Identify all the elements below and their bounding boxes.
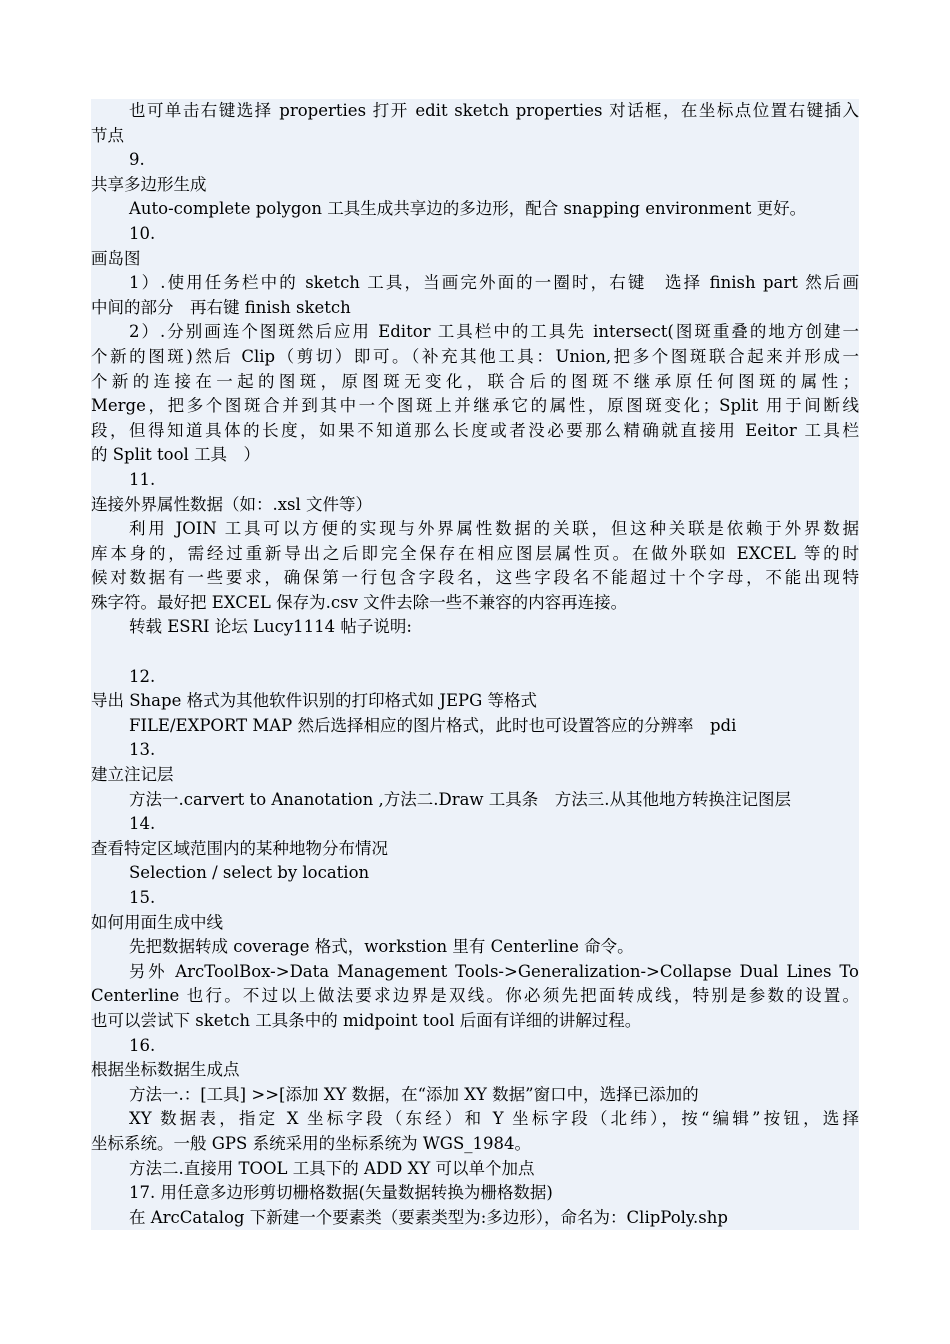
text-line: XY 数据表，指定 X 坐标字段（东经）和 Y 坐标字段（北纬），按“编辑”按钮，选择: [129, 1109, 859, 1129]
text-line: 15.: [129, 888, 156, 907]
text-line: 16.: [129, 1035, 156, 1055]
text-line: 建立注记层: [91, 765, 174, 785]
text-line: 个新的图斑)然后 Clip（剪切）即可。（补充其他工具：Union,把多个图斑联合起来并形成一: [91, 346, 859, 366]
text-line: 11.: [129, 469, 156, 489]
text-line: 查看特定区域范围内的某种地物分布情况: [91, 838, 388, 858]
text-line: 共享多边形生成: [91, 174, 207, 194]
text-line: 2）.分别画连个图斑然后应用 Editor 工具栏中的工具先 intersect(图斑重叠的地方创建一: [129, 322, 859, 342]
text-line: 13.: [129, 740, 156, 760]
text-line: 段，但得知道具体的长度，如果不知道那么长度或者没必要那么精确就直接用 Eeitor 工具栏: [91, 420, 859, 440]
text-line: 画岛图: [91, 248, 141, 268]
text-line: Auto-complete polygon 工具生成共享边的多边形，配合 snapping environment 更好。: [129, 199, 807, 219]
text-line: 先把数据转成 coverage 格式，workstion 里有 Centerline 命令。: [129, 937, 634, 957]
document-page: [91, 99, 859, 1230]
text-line: 库本身的，需经过重新导出之后即完全保存在相应图层属性页。在做外联如 EXCEL 等的时: [91, 543, 859, 563]
text-line: 候对数据有一些要求，确保第一行包含字段名，这些字段名不能超过十个字母，不能出现特: [91, 568, 859, 588]
text-line: 利用 JOIN 工具可以方便的实现与外界属性数据的关联，但这种关联是依赖于外界数据: [129, 519, 859, 539]
text-line: 方法一.：[工具] >>[添加 XY 数据，在“添加 XY 数据”窗口中，选择已添加的: [129, 1084, 699, 1104]
text-line: 如何用面生成中线: [91, 912, 223, 932]
text-line: 节点: [91, 125, 124, 145]
text-line: 方法一.carvert to Ananotation ,方法二.Draw 工具条 方法三.从其他地方转换注记图层: [129, 789, 792, 809]
text-line: 导出 Shape 格式为其他软件识别的打印格式如 JEPG 等格式: [91, 691, 538, 711]
text-line: 1）.使用任务栏中的 sketch 工具，当画完外面的一圈时，右键 选择 finish part 然后画: [129, 273, 859, 293]
text-line: 14.: [129, 814, 156, 834]
text-line: 也可以尝试下 sketch 工具条中的 midpoint tool 后面有详细的讲解过程。: [91, 1010, 642, 1030]
text-line: 方法二.直接用 TOOL 工具下的 ADD XY 可以单个加点: [129, 1158, 535, 1178]
text-line: 根据坐标数据生成点: [91, 1060, 240, 1080]
blank-line: [91, 640, 859, 665]
text-line: 转载 ESRI 论坛 Lucy1114 帖子说明:: [129, 617, 412, 637]
text-line: 在 ArcCatalog 下新建一个要素类（要素类型为:多边形），命名为：ClipPoly.shp: [129, 1207, 728, 1227]
text-line: Centerline 也行。不过以上做法要求边界是双线。你必须先把面转成线，特别是参数的设置。: [91, 986, 859, 1006]
text-line: 个新的连接在一起的图斑，原图斑无变化，联合后的图斑不继承原任何图斑的属性；: [91, 371, 859, 391]
text-line: 另外 ArcToolBox->Data Management Tools->Generalization->Collapse Dual Lines To: [129, 961, 859, 981]
text-line: 殊字符。最好把 EXCEL 保存为.csv 文件去除一些不兼容的内容再连接。: [91, 592, 628, 612]
text-line: Merge，把多个图斑合并到其中一个图斑上并继承它的属性，原图斑变化；Split 用于间断线: [91, 396, 859, 416]
text-line: 也可单击右键选择 properties 打开 edit sketch properties 对话框，在坐标点位置右键插入: [129, 101, 859, 120]
text-line: 9.: [129, 150, 145, 170]
text-line: 12.: [129, 666, 156, 686]
text-line: 的 Split tool 工具 ）: [91, 445, 261, 465]
text-line: 中间的部分 再右键 finish sketch: [91, 297, 351, 317]
text-line: 10.: [129, 223, 156, 243]
text-line: Selection / select by location: [129, 863, 370, 883]
text-line: 连接外界属性数据（如：.xsl 文件等）: [91, 494, 373, 514]
text-line: FILE/EXPORT MAP 然后选择相应的图片格式，此时也可设置答应的分辨率 pdi: [129, 715, 737, 735]
text-line: 坐标系统。一般 GPS 系统采用的坐标系统为 WGS_1984。: [91, 1133, 532, 1153]
text-line: 17. 用任意多边形剪切栅格数据(矢量数据转换为栅格数据): [129, 1183, 553, 1203]
